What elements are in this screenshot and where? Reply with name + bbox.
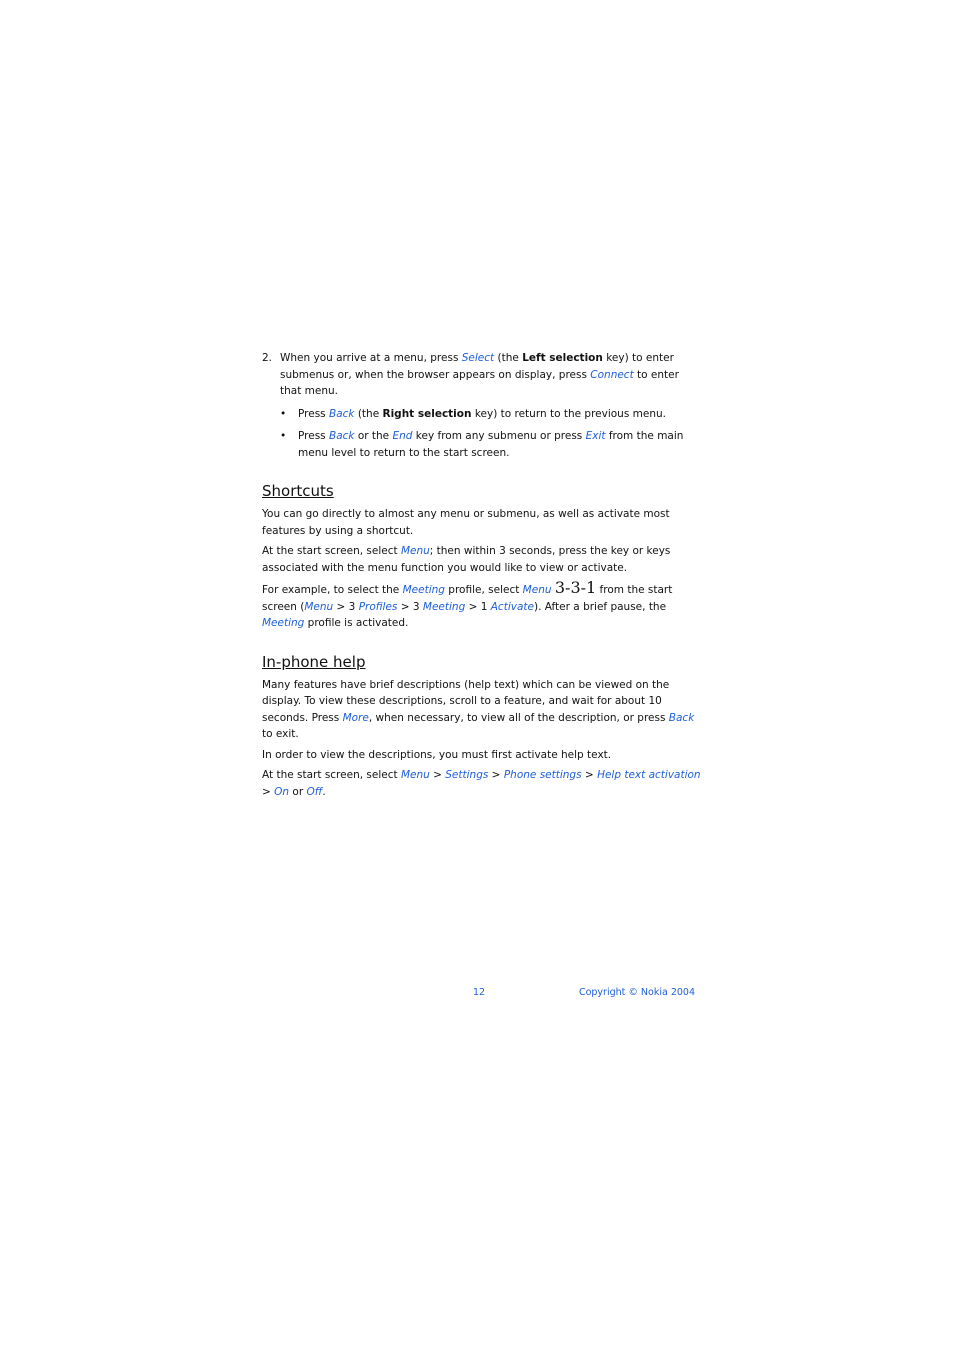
activate-option: Activate (490, 600, 534, 613)
inphone-help-note: In order to view the descriptions, you must first activate help text. (262, 748, 612, 761)
paragraph-text: ; then within 3 seconds, press the key or keys associated with the menu function you would like to view or activate. (262, 545, 671, 574)
meeting-profile: Meeting (402, 584, 445, 596)
on-option: On (274, 785, 290, 798)
meeting-profile: Meeting (422, 600, 466, 613)
bullet-text: Press (298, 430, 329, 442)
copyright-notice: Copyright © Nokia 2004 (578, 987, 695, 998)
bullet-dot: • (280, 407, 287, 420)
step-2 (262, 350, 702, 400)
right-selection-key: Right selection (382, 407, 472, 420)
help-text-activation-menu: Help text activation (597, 769, 701, 781)
select-softkey: Select (461, 352, 495, 364)
inphone-help-intro (262, 677, 702, 743)
paragraph-text: profile is activated. (304, 617, 409, 629)
paragraph-text: profile, select (444, 584, 523, 596)
shortcuts-heading: Shortcuts (262, 482, 334, 500)
step-number: 2. (262, 352, 273, 364)
bullet-text: (the (354, 407, 383, 420)
exit-softkey: Exit (585, 430, 606, 442)
step-text: When you arrive at a menu, press (280, 352, 462, 364)
back-softkey: Back (328, 407, 355, 420)
paragraph-text: At the start screen, select (262, 545, 401, 557)
bullet-text: key from any submenu or press (412, 430, 586, 442)
bullet-dot: • (280, 430, 287, 442)
bullet-text: or the (354, 430, 393, 442)
path-separator: > (262, 785, 275, 798)
path-separator: > (488, 769, 504, 781)
settings-menu: Settings (445, 769, 489, 781)
shortcut-keys: 3-3-1 (554, 578, 597, 597)
menu-softkey: Menu (400, 769, 430, 781)
bullet-text: Press (298, 407, 329, 420)
bullet-back (262, 406, 702, 423)
menu-softkey: Menu (522, 584, 552, 596)
inphone-help-heading: In-phone help (262, 652, 366, 671)
paragraph-text: . (322, 785, 326, 798)
path-separator: > (581, 769, 598, 781)
shortcuts-example (262, 580, 702, 632)
step-text: to enter that menu. (280, 368, 679, 397)
paragraph-text: > 1 (465, 600, 491, 613)
connect-softkey: Connect (590, 368, 634, 381)
page-number: 12 (473, 987, 486, 998)
shortcuts-instruction (262, 543, 702, 576)
paragraph-text: , when necessary, to view all of the description, or press (368, 711, 669, 724)
profiles-menu: Profiles (358, 600, 398, 613)
bullet-end (262, 428, 702, 461)
end-key: End (392, 430, 413, 442)
bullet-text: key) to return to the previous menu. (471, 407, 666, 420)
paragraph-text: > 3 (333, 600, 359, 613)
back-softkey: Back (668, 711, 695, 724)
bullet-text: from the main menu level to return to the start screen. (298, 430, 684, 459)
paragraph-text: For example, to select the (262, 584, 403, 596)
paragraph-text: or (289, 785, 307, 798)
menu-softkey: Menu (304, 600, 334, 613)
off-option: Off (306, 785, 323, 798)
more-softkey: More (342, 711, 369, 724)
paragraph-text: to exit. (262, 728, 299, 740)
paragraph-text: from the start screen ( (262, 584, 673, 613)
paragraph-text: > 3 (397, 600, 423, 613)
inphone-help-path (262, 767, 702, 800)
step-text: key) to enter submenus or, when the browser appears on display, press (280, 352, 674, 381)
paragraph-text: At the start screen, select (262, 769, 401, 781)
left-selection-key: Left selection (522, 352, 603, 364)
step-text: (the (494, 352, 523, 364)
meeting-profile: Meeting (262, 617, 305, 629)
shortcuts-intro: You can go directly to almost any menu or submenu, as well as activate most features by using a shortcut. (262, 508, 670, 537)
path-separator: > (429, 769, 446, 781)
paragraph-text: Many features have brief descriptions (help text) which can be viewed on the display. To view these descriptions, scroll to a feature, and wait for about 10 seconds. Press (262, 678, 670, 724)
paragraph-text: ). After a brief pause, the (533, 600, 667, 613)
content (262, 350, 702, 804)
phone-settings-menu: Phone settings (503, 769, 582, 781)
menu-softkey: Menu (400, 545, 430, 557)
back-softkey: Back (328, 430, 355, 442)
